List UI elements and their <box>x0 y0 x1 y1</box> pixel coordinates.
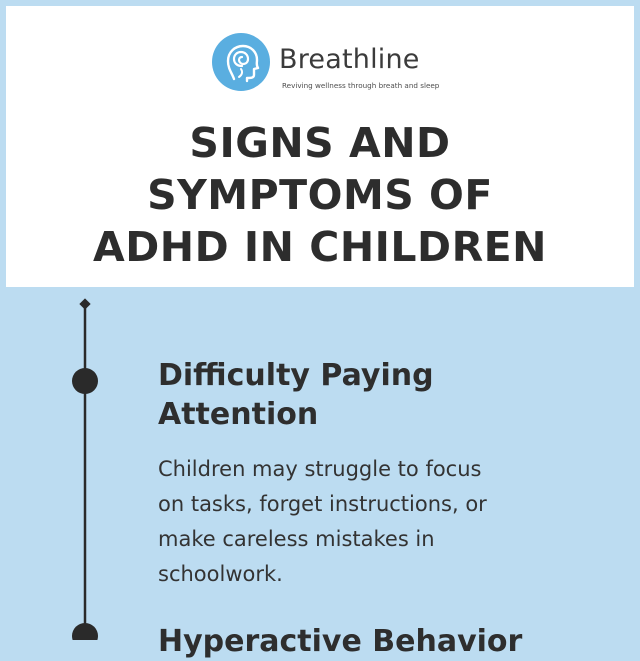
item-heading: Hyperactive Behavior <box>158 624 523 659</box>
title-line: SYMPTOMS OF <box>147 171 493 219</box>
page-title <box>6 117 634 273</box>
item-heading-line: Difficulty Paying <box>158 358 434 393</box>
item-description <box>158 452 578 592</box>
item-body-line: Children may struggle to focus <box>158 457 482 481</box>
brand-tagline: Reviving wellness through breath and sleep <box>282 81 440 90</box>
item-body-line: make careless mistakes in <box>158 527 435 551</box>
item-body-line: schoolwork. <box>158 562 283 586</box>
timeline-dot <box>72 368 98 394</box>
timeline-dot <box>72 623 98 640</box>
title-line: SIGNS AND <box>189 119 451 167</box>
brand-logo <box>212 33 452 93</box>
timeline-start-marker <box>79 298 90 309</box>
item-heading-line: Attention <box>158 397 319 432</box>
title-line: ADHD IN CHILDREN <box>93 223 547 271</box>
brand-name: Breathline <box>279 44 420 75</box>
item-heading <box>158 356 578 434</box>
head-swirl-logo-icon <box>212 33 270 91</box>
header-panel <box>6 6 634 287</box>
item-body-line: on tasks, forget instructions, or <box>158 492 487 516</box>
